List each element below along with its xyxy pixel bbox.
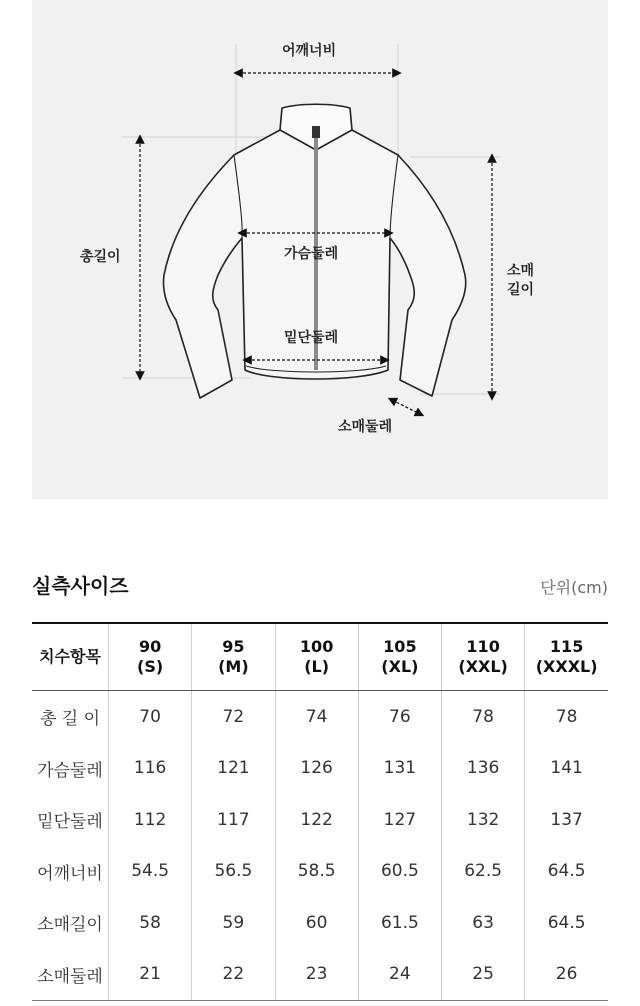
table-header-row	[32, 623, 608, 691]
table-cell: 64.5	[525, 846, 608, 898]
size-table	[32, 622, 608, 1001]
table-cell: 60.5	[358, 846, 441, 898]
table-cell: 56.5	[192, 846, 275, 898]
table-cell: 23	[275, 949, 358, 1001]
table-cell: 78	[525, 691, 608, 743]
table-cell: 25	[442, 949, 525, 1001]
table-cell: 54.5	[109, 846, 192, 898]
table-cell: 62.5	[442, 846, 525, 898]
table-row	[32, 897, 608, 949]
table-cell: 22	[192, 949, 275, 1001]
table-cell: 116	[109, 743, 192, 795]
unit-note: 단위(cm)	[540, 578, 608, 597]
size-column-header	[192, 623, 275, 691]
size-code: (M)	[218, 657, 249, 676]
size-number: 90	[138, 637, 162, 656]
row-label: 밑단둘레	[37, 812, 103, 833]
sleeve-length-label-line2: 길이	[507, 282, 535, 298]
size-code: (XXXL)	[535, 657, 598, 676]
size-number: 115	[549, 637, 584, 656]
row-label: 어깨너비	[37, 863, 103, 884]
table-cell: 58.5	[275, 846, 358, 898]
table-row	[32, 846, 608, 898]
table-cell: 112	[109, 794, 192, 846]
size-column-header	[442, 623, 525, 691]
table-row	[32, 691, 608, 743]
size-number: 110	[466, 637, 500, 656]
table-row	[32, 949, 608, 1001]
table-cell: 122	[275, 794, 358, 846]
shoulder-width-label: 어깨너비	[282, 43, 337, 59]
size-number: 95	[222, 637, 245, 656]
table-row	[32, 794, 608, 846]
header-label: 치수항목	[32, 623, 109, 691]
table-cell: 127	[358, 794, 441, 846]
row-label: 소매길이	[37, 915, 103, 936]
size-number: 100	[299, 637, 334, 656]
size-column-header	[275, 623, 358, 691]
size-column-header	[358, 623, 441, 691]
table-cell: 21	[109, 949, 192, 1001]
row-label: 가슴둘레	[37, 760, 103, 781]
table-cell: 137	[525, 794, 608, 846]
table-row	[32, 743, 608, 795]
size-number: 105	[383, 637, 417, 656]
total-length-label: 총길이	[80, 249, 121, 265]
size-column-header	[525, 623, 608, 691]
table-cell: 70	[109, 691, 192, 743]
table-cell: 117	[192, 794, 275, 846]
row-label: 소매둘레	[32, 949, 109, 1001]
table-cell: 58	[109, 897, 192, 949]
size-column-header	[109, 623, 192, 691]
table-cell: 132	[442, 794, 525, 846]
sleeve-cuff-label: 소매둘레	[338, 419, 393, 435]
chest-label: 가슴둘레	[284, 246, 339, 262]
table-cell: 60	[275, 897, 358, 949]
table-cell: 26	[525, 949, 608, 1001]
table-cell: 24	[358, 949, 441, 1001]
table-cell: 126	[275, 743, 358, 795]
size-code: (S)	[137, 657, 164, 676]
section-title: 실측사이즈	[32, 574, 129, 598]
size-diagram	[32, 0, 608, 499]
table-cell: 131	[358, 743, 441, 795]
row-label: 총 길 이	[39, 709, 101, 730]
table-cell: 72	[192, 691, 275, 743]
hem-label: 밑단둘레	[284, 330, 339, 346]
table-cell: 76	[358, 691, 441, 743]
size-code: (XL)	[381, 657, 419, 676]
table-cell: 59	[192, 897, 275, 949]
table-cell: 136	[442, 743, 525, 795]
table-cell: 63	[442, 897, 525, 949]
table-cell: 78	[442, 691, 525, 743]
sleeve-length-label-line1: 소매	[507, 263, 535, 279]
table-cell: 141	[525, 743, 608, 795]
size-code: (L)	[304, 657, 330, 676]
size-code: (XXL)	[458, 657, 508, 676]
table-cell: 121	[192, 743, 275, 795]
table-cell: 64.5	[525, 897, 608, 949]
table-cell: 61.5	[358, 897, 441, 949]
table-cell: 74	[275, 691, 358, 743]
